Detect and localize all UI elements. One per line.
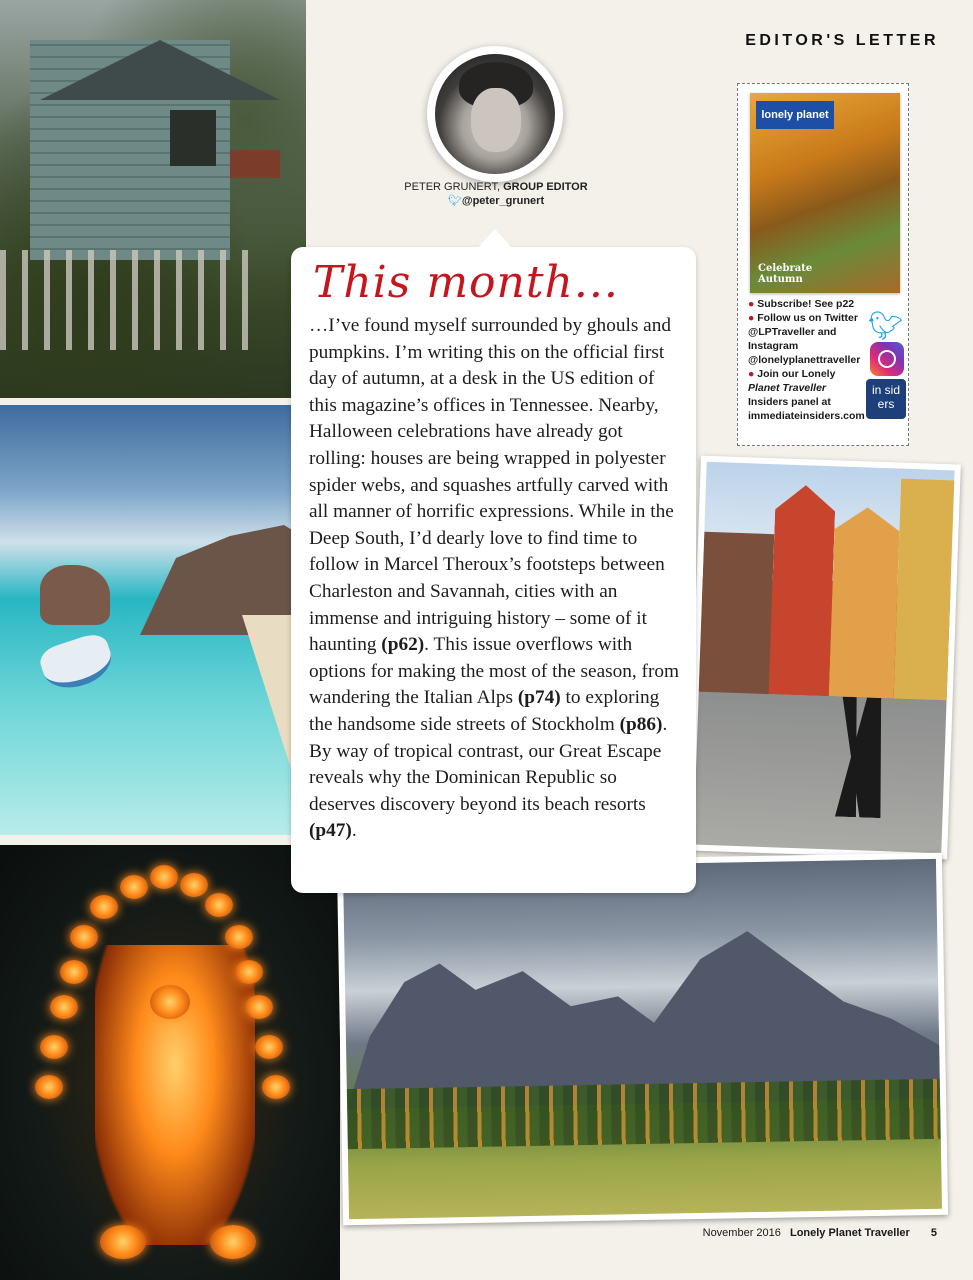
insiders-icon[interactable]: in sid ers xyxy=(866,379,906,419)
list-item: ● Follow us on Twitter xyxy=(748,312,858,324)
list-item-text: Planet Traveller xyxy=(748,382,827,394)
list-item: ● Subscribe! See p22 xyxy=(748,298,855,310)
letter-text: . By way of tropical contrast, our Great Escape reveals why the Dominican Republic so deserves discovery beyond its beach resorts xyxy=(309,713,668,815)
page-ref: (p47) xyxy=(309,820,352,842)
letter-headline: This month... xyxy=(313,257,619,308)
photo-stockholm-square xyxy=(687,456,961,860)
photo-abandoned-house xyxy=(0,0,306,398)
cover-title: Celebrate Autumn xyxy=(758,263,813,285)
avatar xyxy=(435,54,555,174)
letter-box xyxy=(291,247,696,893)
photo-tropical-beach xyxy=(0,405,318,835)
magazine-name: Lonely Planet Traveller xyxy=(789,1227,910,1239)
list-item: ● Join our Lonely xyxy=(748,368,836,380)
letter-text: to exploring the handsome side streets of Stockholm xyxy=(309,687,660,735)
twitter-bird-icon: 🐦︎ xyxy=(447,195,462,207)
page-ref: (p86) xyxy=(619,713,663,735)
list-item-text: Insiders panel at xyxy=(748,396,831,408)
editor-twitter-handle[interactable]: @peter_grunert xyxy=(461,195,545,207)
editor-role: GROUP EDITOR xyxy=(503,181,588,193)
list-item-text: Join our Lonely xyxy=(757,368,836,380)
section-tag: EDITOR'S LETTER xyxy=(745,32,939,49)
list-item-text: Instagram xyxy=(748,340,799,352)
twitter-icon[interactable]: 🐦︎ xyxy=(868,310,904,341)
instagram-handle-link[interactable]: @lonelyplanettraveller xyxy=(748,354,861,366)
letter-text: . This issue overflows with options for making the most of the season, from wandering the Italian Alps xyxy=(309,634,680,709)
magazine-cover[interactable] xyxy=(750,93,900,293)
letter-text: . xyxy=(351,820,357,842)
subscribe-list xyxy=(748,297,873,423)
photo-italian-alps xyxy=(337,853,948,1226)
page-ref: (p74) xyxy=(517,687,561,709)
page-number: 5 xyxy=(930,1227,937,1239)
letter-body xyxy=(309,313,681,845)
insiders-url-link[interactable]: immediateinsiders.com xyxy=(748,410,865,422)
editor-byline xyxy=(380,180,612,208)
editor-portrait-frame xyxy=(427,46,563,182)
issue-date: November 2016 xyxy=(702,1227,781,1239)
subscribe-link[interactable]: Subscribe! See p22 xyxy=(757,298,855,310)
list-item-text: Follow us on Twitter xyxy=(757,312,858,324)
letter-text: …I’ve found myself surrounded by ghouls and pumpkins. I’m writing this on the official first day of autumn, at a desk in the US edition of this magazine’s offices in Tennessee. Nearby, Halloween celebrations have already got rolling: houses are being wrapped in polyester spider webs, and squashes artfully carved with all manner of horrific expressions. While in the Deep South, I’d dearly love to find time to follow in Marcel Theroux’s footsteps between Charleston and Savannah, cities with an immense and intriguing history – some of it haunting xyxy=(309,315,674,656)
page-ref: (p62) xyxy=(381,634,425,656)
twitter-handle-link[interactable]: @LPTraveller and xyxy=(748,326,837,338)
subscribe-panel xyxy=(737,83,909,446)
editor-name: PETER GRUNERT, xyxy=(404,181,501,193)
cover-logo: lonely planet xyxy=(756,101,834,129)
instagram-icon[interactable] xyxy=(870,342,904,376)
page-footer xyxy=(703,1227,937,1239)
photo-jack-o-lantern-figure xyxy=(0,845,340,1280)
